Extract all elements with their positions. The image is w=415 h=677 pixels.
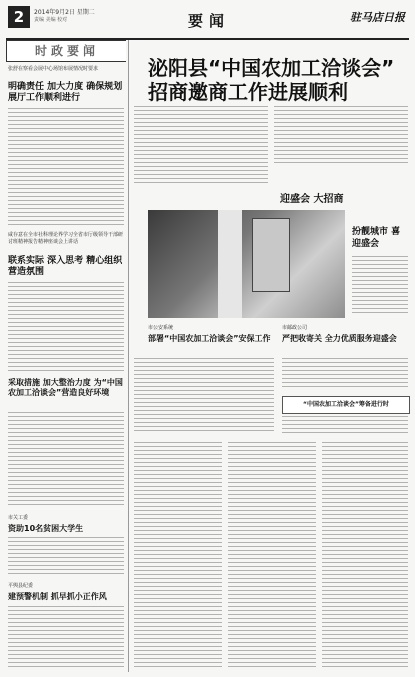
story-a-kicker: 市公安系统 <box>148 325 174 331</box>
story-b-body <box>282 358 408 390</box>
story-b-kicker: 市邮政公司 <box>282 325 308 331</box>
story2-headline: 联系实际 深入思考 精心组织 营造氛围 <box>8 256 123 277</box>
section-title: 要闻 <box>188 12 231 30</box>
editor-line: 责编 美编 校对 <box>34 17 68 23</box>
story3-body <box>8 412 124 508</box>
photo-caption: 扮靓城市 喜迎盛会 <box>352 227 401 249</box>
lead-headline-1: 泌阳县“中国农加工洽谈会” <box>148 56 395 80</box>
photo-building <box>218 210 242 318</box>
story2-kicker: 咸存意在全市社科理论界学习全省市厅级领导干部研讨班精神报告精神座谈会上讲话 <box>8 232 124 245</box>
story3-headline: 采取措施 加大整治力度 为“中国农加工洽谈会”营造良好环境 <box>8 378 123 397</box>
left-column <box>6 40 126 672</box>
paper-logo: 驻马店日报 <box>350 11 405 24</box>
story5-kicker: 平舆县纪委 <box>8 583 34 589</box>
story5-body <box>8 606 124 670</box>
preparation-box: “中国农加工洽谈会”筹备进行时 <box>282 396 410 414</box>
story-a-body <box>134 358 274 434</box>
story5-headline: 建预警机制 抓早抓小正作风 <box>8 592 107 601</box>
column-rule <box>128 40 129 672</box>
politics-banner: 时政要闻 <box>6 40 126 62</box>
preparation-body <box>282 416 408 436</box>
lead-body-left <box>134 106 268 186</box>
lead-headline-2: 招商邀商工作进展顺利 <box>148 80 348 104</box>
event-tag: 迎盛会 大招商 <box>280 194 344 205</box>
story-a-headline: 部署“中国农加工洽谈会”安保工作 <box>148 334 271 343</box>
lower-column-2 <box>228 442 316 670</box>
photo-caption-body <box>352 256 408 316</box>
story4-kicker: 市关工委 <box>8 515 29 521</box>
page-number: 2 <box>8 6 30 28</box>
story4-body <box>8 537 124 577</box>
lower-column-1 <box>134 442 222 670</box>
date-line: 2014年9月2日 星期二 <box>34 9 95 16</box>
story4-headline: 资助10名贫困大学生 <box>8 524 84 533</box>
story2-body <box>8 282 124 372</box>
lower-column-3 <box>322 442 408 670</box>
story1-headline: 明确责任 加大力度 确保规划展厅工作顺利进行 <box>8 82 123 103</box>
street-photo <box>148 210 345 318</box>
story1-kicker: 张舒在察看会展中心场馆布展情况时要求 <box>8 66 99 72</box>
lead-body-right <box>274 106 408 166</box>
story-b-headline: 严把收寄关 全力优质服务迎盛会 <box>282 334 397 343</box>
masthead <box>6 4 409 40</box>
photo-banner-sign <box>252 218 290 292</box>
story1-body <box>8 108 124 226</box>
